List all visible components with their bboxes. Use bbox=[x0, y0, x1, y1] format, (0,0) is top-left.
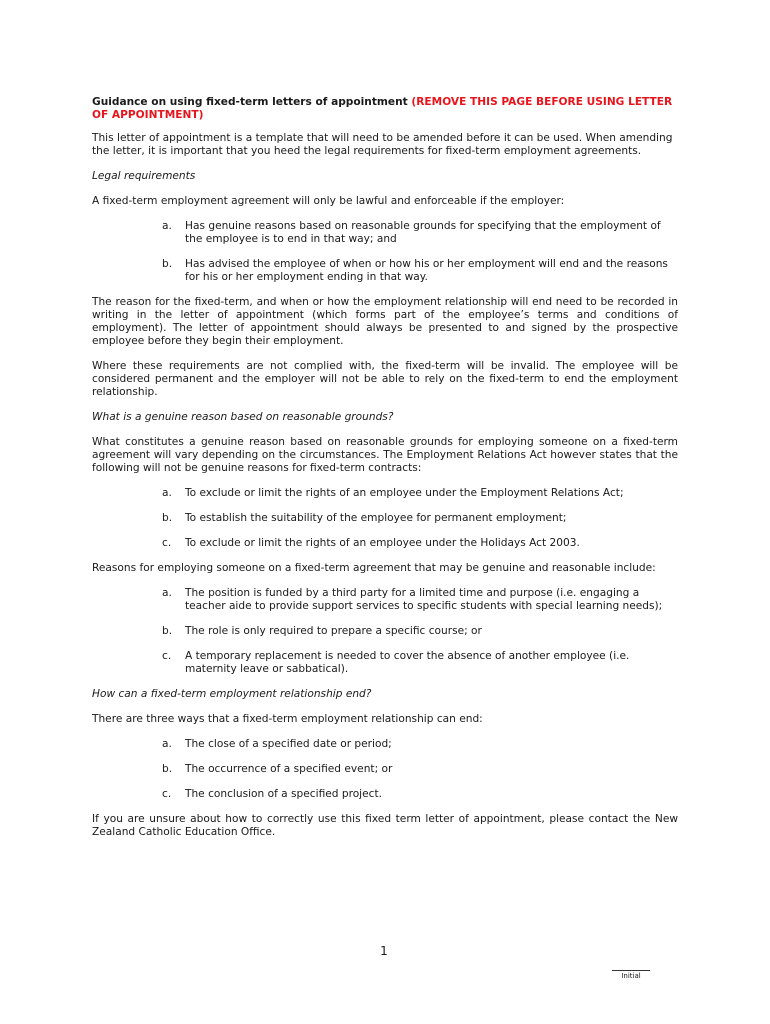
not-genuine-list bbox=[92, 487, 678, 550]
initial-field[interactable] bbox=[612, 970, 650, 980]
list-text: Has genuine reasons based on reasonable grounds for specifying that the employment of the employee is to end in that way; and bbox=[185, 220, 661, 245]
list-marker: c. bbox=[162, 788, 172, 800]
list-text: The conclusion of a specified project. bbox=[185, 788, 382, 800]
list-item bbox=[92, 650, 678, 676]
end-lead: There are three ways that a fixed-term employment relationship can end: bbox=[92, 713, 483, 725]
legal-paragraph-1: The reason for the fixed-term, and when or how the employment relationship will end need to be recorded in writing in the letter of appointment (which forms part of the employee’s terms and conditions of employment). The letter of appointment should always be presented to and signed by the prospective employee before they begin their employment. bbox=[92, 296, 678, 347]
legal-requirements-title: Legal requirements bbox=[92, 170, 196, 182]
list-marker: b. bbox=[162, 258, 173, 270]
genuine-lead-2: Reasons for employing someone on a fixed-term agreement that may be genuine and reasonable include: bbox=[92, 562, 656, 574]
heading-main: Guidance on using fixed-term letters of appointment bbox=[92, 96, 412, 108]
intro-paragraph: This letter of appointment is a template that will need to be amended before it can be used. When amending the letter, it is important that you heed the legal requirements for fixed-term employment agreements. bbox=[92, 132, 673, 157]
legal-paragraph-2: Where these requirements are not complied with, the fixed-term will be invalid. The employee will be considered permanent and the employer will not be able to rely on the fixed-term to end the employment relationship. bbox=[92, 360, 678, 398]
legal-lead: A fixed-term employment agreement will only be lawful and enforceable if the employer: bbox=[92, 195, 565, 207]
list-marker: b. bbox=[162, 763, 173, 775]
list-text: A temporary replacement is needed to cover the absence of another employee (i.e. maternity leave or sabbatical). bbox=[185, 650, 630, 675]
genuine-reason-title: What is a genuine reason based on reasonable grounds? bbox=[92, 411, 394, 423]
list-item bbox=[92, 763, 678, 776]
list-item bbox=[92, 487, 678, 500]
end-list bbox=[92, 738, 678, 801]
list-text: To exclude or limit the rights of an employee under the Employment Relations Act; bbox=[185, 487, 624, 499]
list-text: The occurrence of a specified event; or bbox=[185, 763, 393, 775]
list-marker: b. bbox=[162, 512, 173, 524]
list-item bbox=[92, 220, 678, 246]
list-marker: a. bbox=[162, 738, 172, 750]
list-text: The position is funded by a third party for a limited time and purpose (i.e. engaging a teacher aide to provide support services to specific students with special learning needs); bbox=[185, 587, 663, 612]
genuine-list bbox=[92, 587, 678, 676]
closing-paragraph: If you are unsure about how to correctly use this fixed term letter of appointment, please contact the New Zealand Catholic Education Office. bbox=[92, 813, 678, 838]
list-text: To establish the suitability of the employee for permanent employment; bbox=[185, 512, 567, 524]
list-item bbox=[92, 512, 678, 525]
list-marker: a. bbox=[162, 587, 172, 599]
end-relationship-title: How can a fixed-term employment relationship end? bbox=[92, 688, 372, 700]
list-text: Has advised the employee of when or how his or her employment will end and the reasons for his or her employment ending in that way. bbox=[185, 258, 668, 283]
list-marker: b. bbox=[162, 625, 173, 637]
list-item bbox=[92, 738, 678, 751]
list-item bbox=[92, 625, 678, 638]
list-text: To exclude or limit the rights of an employee under the Holidays Act 2003. bbox=[185, 537, 580, 549]
initial-label: Initial bbox=[621, 972, 641, 980]
list-item bbox=[92, 788, 678, 801]
list-text: The close of a specified date or period; bbox=[185, 738, 392, 750]
list-text: The role is only required to prepare a specific course; or bbox=[185, 625, 482, 637]
page-heading bbox=[92, 96, 678, 122]
list-marker: a. bbox=[162, 487, 172, 499]
genuine-lead: What constitutes a genuine reason based on reasonable grounds for employing someone on a fixed-term agreement will vary depending on the circumstances. The Employment Relations Act however states that the following will not be genuine reasons for fixed-term contracts: bbox=[92, 436, 678, 474]
list-marker: a. bbox=[162, 220, 172, 232]
document-page bbox=[92, 96, 678, 851]
list-marker: c. bbox=[162, 650, 172, 662]
list-item bbox=[92, 587, 678, 613]
list-item bbox=[92, 537, 678, 550]
list-item bbox=[92, 258, 678, 284]
page-number: 1 bbox=[380, 944, 388, 958]
list-marker: c. bbox=[162, 537, 172, 549]
legal-list bbox=[92, 220, 678, 284]
heading-warning: (REMOVE THIS PAGE BEFORE USING LETTER OF APPOINTMENT) bbox=[92, 96, 673, 121]
